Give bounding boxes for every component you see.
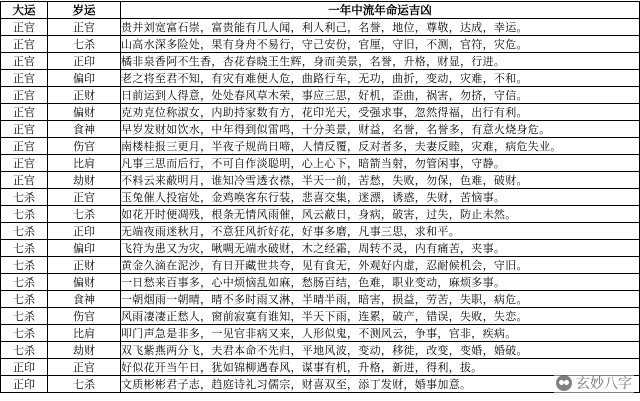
cell-fortune-text: 南楼桂报三更月，半夜子规尚日啼，人情反覆，反对者多，夫妻反睦，灾难，病危失业。 bbox=[121, 138, 640, 155]
table-row bbox=[1, 172, 640, 189]
cell-suiyun: 偏财 bbox=[48, 104, 121, 121]
cell-suiyun: 七杀 bbox=[48, 376, 121, 393]
cell-fortune-text: 叩门声急是非多，一见官非病又来，人形似鬼，不测风云，争事，官非，疾病。 bbox=[121, 325, 640, 342]
cell-dayun: 七杀 bbox=[1, 189, 48, 206]
cell-dayun: 七杀 bbox=[1, 325, 48, 342]
cell-fortune-text: 飞符为患又为灾，啾啁无端水破财，木之经霜，周转不灵，内有痛苦，夹事。 bbox=[121, 240, 640, 257]
table-row bbox=[1, 155, 640, 172]
cell-suiyun: 伤官 bbox=[48, 138, 121, 155]
wechat-icon bbox=[556, 375, 572, 391]
cell-fortune-text: 早岁发财如饮水，中年得到似雷鸣，十分美景，财益，名誉，名誉多，有意火烧身危。 bbox=[121, 121, 640, 138]
table-row bbox=[1, 359, 640, 376]
cell-fortune-text: 文质彬彬君子志，趋庭诗礼习儒宗，财喜双至，添丁发财，婚事加意。 bbox=[121, 376, 640, 393]
cell-suiyun: 正官 bbox=[48, 189, 121, 206]
table-row bbox=[1, 376, 640, 393]
cell-fortune-text: 双飞紫燕两分飞，夫君本命不先归，平地风波，变动，移徙，改变，变婚，婚破。 bbox=[121, 342, 640, 359]
cell-dayun: 正官 bbox=[1, 104, 48, 121]
cell-fortune-text: 无端夜雨迷秋月，不意狂风折好花，好事多磨，凡事三思，求和平。 bbox=[121, 223, 640, 240]
header-dayun: 大运 bbox=[1, 2, 48, 19]
cell-dayun: 正官 bbox=[1, 155, 48, 172]
cell-suiyun: 七杀 bbox=[48, 36, 121, 53]
cell-fortune-text: 克劝克位称淑女，内助持家数有方，花印光天，受强求事，忽然得福，出行有利。 bbox=[121, 104, 640, 121]
table-row bbox=[1, 138, 640, 155]
cell-suiyun: 正印 bbox=[48, 53, 121, 70]
cell-fortune-text: 风雨凄凄正愁人，窗前寂寞有谁知，半天下雨，连累，破产，错误，失败，失恋。 bbox=[121, 308, 640, 325]
cell-dayun: 正印 bbox=[1, 376, 48, 393]
cell-dayun: 七杀 bbox=[1, 257, 48, 274]
cell-suiyun: 正官 bbox=[48, 359, 121, 376]
cell-suiyun: 偏印 bbox=[48, 240, 121, 257]
table-row bbox=[1, 104, 640, 121]
header-fortune: 一年中流年命运吉凶 bbox=[121, 2, 640, 19]
cell-dayun: 七杀 bbox=[1, 274, 48, 291]
cell-fortune-text: 老之将至君不知，有灾有难便人危，曲路行车，无功，曲折，变动，灾难，不和。 bbox=[121, 70, 640, 87]
cell-fortune-text: 不料云来蔽明月，谁知冷雪透衣襟，半天一前，苦愁，失败，勿保，色难，破财。 bbox=[121, 172, 640, 189]
cell-fortune-text: 凡事三思而后行，不可自作淡聪明，心上心下，暗箭当射，勿管闲事，守静。 bbox=[121, 155, 640, 172]
fortune-table bbox=[0, 1, 640, 393]
cell-fortune-text: 如花开时便凋残，根条无情风雨催，风云蔽日，身病，破害，过失，防止未然。 bbox=[121, 206, 640, 223]
cell-dayun: 七杀 bbox=[1, 206, 48, 223]
cell-suiyun: 偏财 bbox=[48, 274, 121, 291]
cell-dayun: 正官 bbox=[1, 121, 48, 138]
cell-suiyun: 比肩 bbox=[48, 155, 121, 172]
table-row bbox=[1, 36, 640, 53]
table-body bbox=[1, 19, 640, 393]
watermark-text: 玄妙八字 bbox=[576, 376, 632, 392]
cell-fortune-text: 一朝烟雨一朝晴，晴不多时雨又淋，半晴半雨，暗害，损益，劳苦，失职，病危。 bbox=[121, 291, 640, 308]
cell-dayun: 七杀 bbox=[1, 308, 48, 325]
watermark bbox=[554, 373, 634, 393]
table-row bbox=[1, 257, 640, 274]
cell-suiyun: 伤官 bbox=[48, 308, 121, 325]
table-row bbox=[1, 19, 640, 36]
cell-dayun: 正官 bbox=[1, 70, 48, 87]
cell-dayun: 七杀 bbox=[1, 223, 48, 240]
table-row bbox=[1, 291, 640, 308]
cell-suiyun: 劫财 bbox=[48, 342, 121, 359]
table-row bbox=[1, 240, 640, 257]
cell-suiyun: 偏印 bbox=[48, 70, 121, 87]
cell-dayun: 正官 bbox=[1, 36, 48, 53]
table-row bbox=[1, 206, 640, 223]
table-row bbox=[1, 274, 640, 291]
cell-fortune-text: 山高水深多险处，果有身舟不易行，守己安份，官厘，守旧，不测，官符，灾危。 bbox=[121, 36, 640, 53]
cell-suiyun: 正印 bbox=[48, 223, 121, 240]
table-row bbox=[1, 189, 640, 206]
cell-suiyun: 七杀 bbox=[48, 206, 121, 223]
table-row bbox=[1, 342, 640, 359]
cell-dayun: 正官 bbox=[1, 19, 48, 36]
cell-fortune-text: 好似花开当午日，犹如锦柳遇春风，谋事有机，升格，新进，得利，拔。 bbox=[121, 359, 640, 376]
table-row bbox=[1, 121, 640, 138]
cell-suiyun: 比肩 bbox=[48, 325, 121, 342]
table-row bbox=[1, 223, 640, 240]
cell-dayun: 七杀 bbox=[1, 342, 48, 359]
table-row bbox=[1, 53, 640, 70]
table-row bbox=[1, 87, 640, 104]
cell-dayun: 正官 bbox=[1, 138, 48, 155]
cell-dayun: 正官 bbox=[1, 87, 48, 104]
cell-fortune-text: 玉兔催人投宿处，金鸡唤客东行装，悲喜交集，迷漂，诱惑，失财，苦恼事。 bbox=[121, 189, 640, 206]
cell-fortune-text: 橘非泉香阿不生香，杏花春晓王生辉，身而美景，名誉，升格，财显，行进。 bbox=[121, 53, 640, 70]
cell-fortune-text: 日前运到人得意，处处春风草木荣，事应三思，好机，歪曲，祸害，勿挤，守信。 bbox=[121, 87, 640, 104]
cell-fortune-text: 一日愁来百事多，心中烦恼乱如麻，愁肠百结，色难，职业变动，麻烦多事。 bbox=[121, 274, 640, 291]
cell-dayun: 正官 bbox=[1, 172, 48, 189]
cell-dayun: 正官 bbox=[1, 53, 48, 70]
header-row bbox=[1, 2, 640, 19]
header-suiyun: 岁运 bbox=[48, 2, 121, 19]
cell-fortune-text: 贵并刘宽富石崇，富贵能有几人闻，利人利己，名誉，地位，尊敬，达成，幸运。 bbox=[121, 19, 640, 36]
cell-suiyun: 正财 bbox=[48, 87, 121, 104]
table-row bbox=[1, 70, 640, 87]
table-row bbox=[1, 308, 640, 325]
cell-suiyun: 食神 bbox=[48, 121, 121, 138]
cell-dayun: 正印 bbox=[1, 359, 48, 376]
cell-suiyun: 食神 bbox=[48, 291, 121, 308]
cell-fortune-text: 黄金久滴在泥沙，有日开藏世共夸，见有食无，外观好内虚，忍耐候机会，守旧。 bbox=[121, 257, 640, 274]
cell-suiyun: 劫财 bbox=[48, 172, 121, 189]
cell-dayun: 七杀 bbox=[1, 240, 48, 257]
cell-suiyun: 正官 bbox=[48, 19, 121, 36]
table-row bbox=[1, 325, 640, 342]
cell-dayun: 七杀 bbox=[1, 291, 48, 308]
cell-suiyun: 正财 bbox=[48, 257, 121, 274]
